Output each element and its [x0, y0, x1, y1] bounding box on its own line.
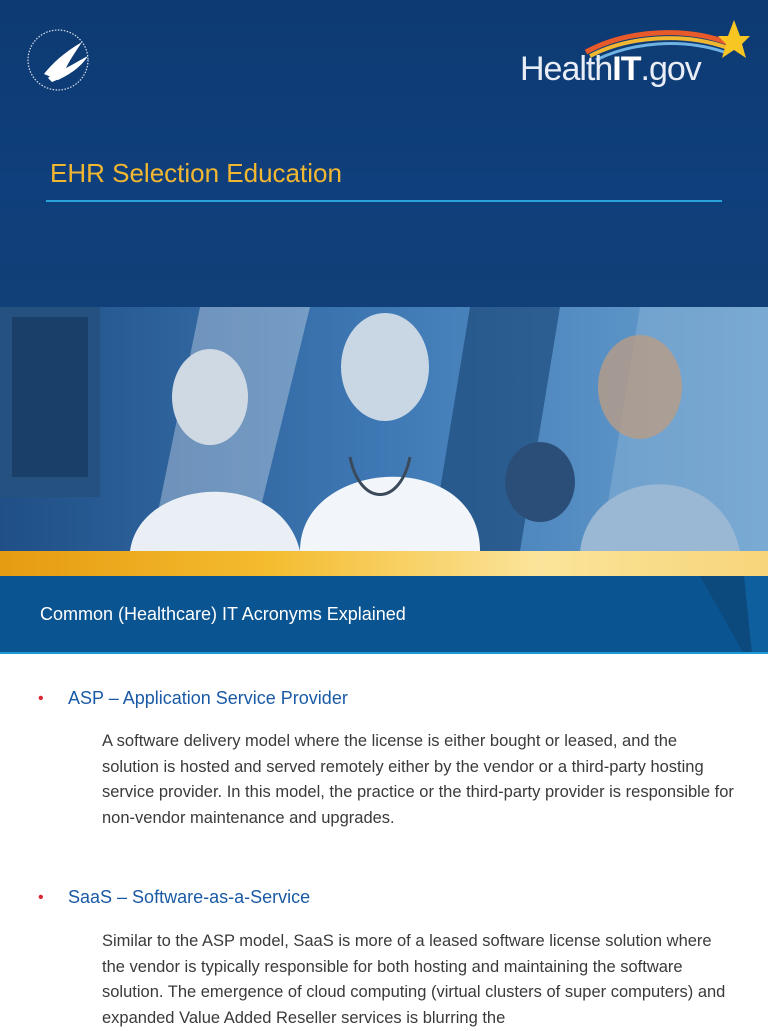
photo-illustration — [0, 307, 768, 551]
bullet-icon: • — [38, 889, 44, 906]
bullet-icon: • — [38, 690, 44, 707]
acronym-title: SaaS – Software-as-a-Service — [68, 887, 311, 907]
acronym-description: Similar to the ASP model, SaaS is more of a leased software license solution where the vendor is typically responsible for both hosting and maintaining the software solution. The emergence of cloud computing (virtual clusters of super computers) and expanded Value Added Reseller services is blurring the — [102, 932, 726, 1027]
clinicians-photo-banner — [0, 307, 768, 551]
hhs-seal-icon — [22, 24, 98, 94]
logo-mark: IT — [612, 50, 641, 88]
gold-accent-band — [0, 551, 768, 576]
section-divider — [0, 652, 768, 654]
title-underline — [46, 200, 722, 202]
slide-header — [0, 0, 768, 307]
section-title: Common (Healthcare) IT Acronyms Explained — [40, 604, 406, 624]
healthit-logo — [520, 50, 701, 89]
logo-prefix: Health — [520, 50, 613, 88]
logo-suffix: .gov — [640, 50, 701, 88]
acronym-title: ASP – Application Service Provider — [68, 688, 348, 708]
section-header-bar — [0, 576, 768, 654]
slide-title: EHR Selection Education — [50, 158, 342, 188]
acronym-description: A software delivery model where the license is either bought or leased, and the solution is hosted and served remotely either by the vendor or a third-party hosting service provider. In this model, the practice or the third-party provider is responsible for non-vendor maintenance and upgrades. — [102, 732, 734, 827]
